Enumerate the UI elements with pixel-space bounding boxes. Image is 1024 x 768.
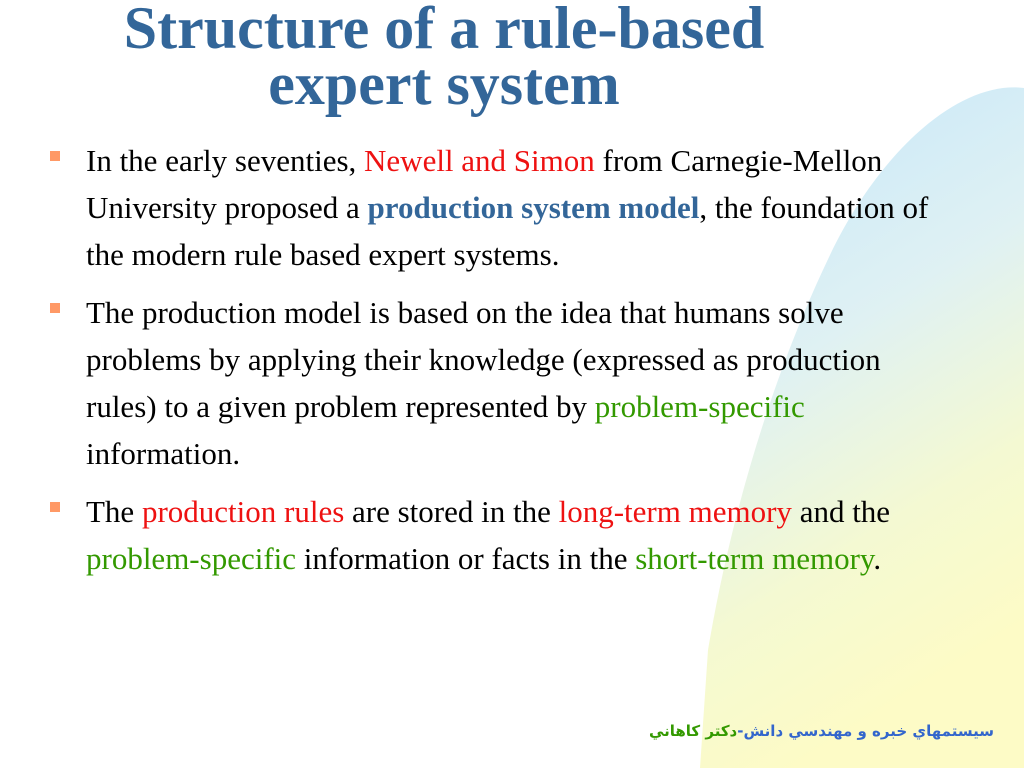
bullet-3-text-2: are stored in the	[344, 494, 559, 529]
bullet-item-3	[48, 488, 938, 582]
bullet-item-2	[48, 289, 938, 477]
bullet-3-text-5: .	[873, 541, 882, 576]
bullet-3-text-1: The	[86, 494, 142, 529]
footer-course-name: سيستمهاي خبره و مهندسي دانش-	[737, 722, 994, 740]
bullet-1-text-3: , the foundation of the modern rule based expert systems.	[86, 190, 929, 272]
square-bullet-icon	[50, 502, 60, 512]
bullet-1-text-2: from Carnegie-Mellon University proposed a	[86, 143, 883, 225]
bullet-1-highlight-newell-simon: Newell and Simon	[364, 143, 595, 178]
bullet-2-text-2: information.	[86, 436, 241, 471]
bullet-list	[48, 137, 938, 593]
bullet-3-highlight-problem-specific: problem-specific	[86, 541, 297, 576]
slide-title	[40, 0, 848, 117]
bullet-3-highlight-long-term-memory: long-term memory	[558, 494, 792, 529]
title-line-2: expert system	[268, 51, 620, 117]
bullet-3-text-4: information or facts in the	[296, 541, 636, 576]
footer-caption	[649, 722, 994, 740]
bullet-1-highlight-production-system-model: production system model	[367, 190, 700, 225]
bullet-3-text-3: and the	[791, 494, 891, 529]
bullet-2-text-1: The production model is based on the idea that humans solve problems by applying their knowledge (expressed as production rules) to a given problem represented by	[86, 295, 881, 424]
title-line-1: Structure of a rule-based	[123, 0, 765, 61]
bullet-3-highlight-production-rules: production rules	[141, 494, 345, 529]
bullet-1-text-1: In the early seventies,	[86, 143, 365, 178]
bullet-2-highlight-problem-specific: problem-specific	[594, 389, 805, 424]
square-bullet-icon	[50, 303, 60, 313]
bullet-item-1	[48, 137, 938, 278]
square-bullet-icon	[50, 151, 60, 161]
footer-instructor-name: دكتر كاهاني	[648, 722, 738, 740]
bullet-3-highlight-short-term-memory: short-term memory	[635, 541, 874, 576]
